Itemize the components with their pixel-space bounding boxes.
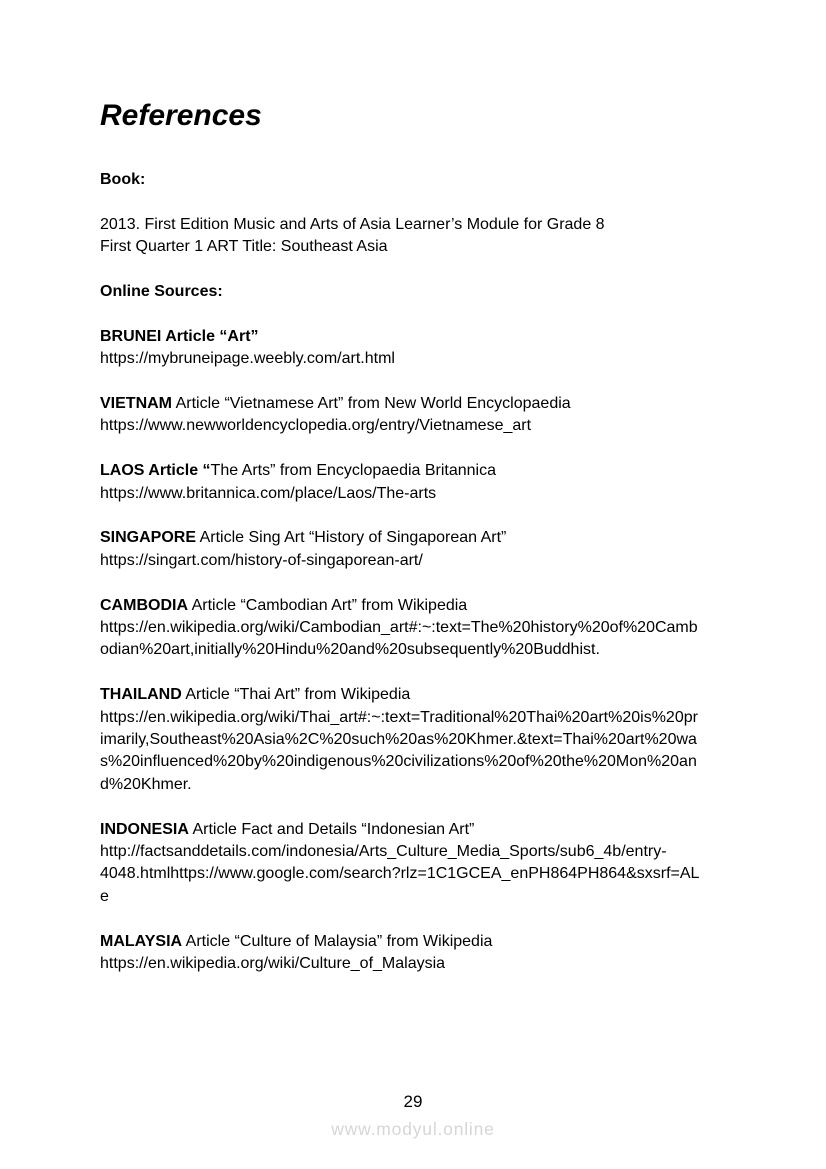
country-label: LAOS Article “ (100, 462, 211, 480)
watermark-text: www.modyul.online (331, 1119, 495, 1139)
reference-entry-brunei (100, 326, 745, 371)
country-label: CAMBODIA (100, 596, 188, 614)
reference-description: Article Fact and Details “Indonesian Art” (188, 820, 475, 838)
reference-heading (100, 460, 745, 482)
reference-entry-malaysia (100, 931, 745, 976)
book-citation (100, 214, 745, 259)
reference-url-line: d%20Khmer. (100, 775, 192, 793)
reference-url-line: https://en.wikipedia.org/wiki/Cambodian_art#:~:text=The%20history%20of%20Camb (100, 619, 698, 637)
citation-line: 2013. First Edition Music and Arts of Asia Learner’s Module for Grade 8 (100, 215, 605, 233)
reference-description: Article “Culture of Malaysia” from Wikipedia (182, 932, 493, 950)
reference-heading (100, 393, 745, 415)
reference-url-line: https://mybruneipage.weebly.com/art.html (100, 350, 395, 368)
page-content (100, 99, 745, 975)
reference-heading (100, 326, 745, 348)
reference-heading (100, 595, 745, 617)
citation-line: First Quarter 1 ART Title: Southeast Asia (100, 238, 388, 256)
reference-heading (100, 819, 745, 841)
reference-url-line: s%20influenced%20by%20indigenous%20civilizations%20of%20the%20Mon%20an (100, 753, 697, 771)
reference-url-line: https://www.newworldencyclopedia.org/entry/Vietnamese_art (100, 417, 532, 435)
reference-url-line: https://singart.com/history-of-singaporean-art/ (100, 551, 423, 569)
reference-entry-cambodia (100, 595, 745, 662)
country-label: VIETNAM (100, 395, 172, 412)
reference-description: Article Sing Art “History of Singaporean Art” (196, 529, 507, 547)
reference-entry-vietnam (100, 393, 745, 438)
page-number: 29 (403, 1092, 423, 1111)
country-label: INDONESIA (100, 820, 189, 838)
reference-url-line: e (100, 887, 109, 905)
reference-url-line: imarily,Southeast%20Asia%2C%20such%20as%20Khmer.&text=Thai%20art%20wa (100, 731, 697, 749)
reference-entry-thailand (100, 684, 745, 796)
reference-description: The Arts” from Encyclopaedia Britannica (210, 462, 497, 480)
reference-entry-singapore (100, 527, 745, 572)
country-label: MALAYSIA (100, 932, 183, 950)
reference-description: Article “Thai Art” from Wikipedia (181, 686, 411, 704)
online-sources-heading: Online Sources: (100, 283, 223, 300)
reference-url-line: odian%20art,initially%20Hindu%20and%20subsequently%20Buddhist. (100, 641, 600, 659)
country-label: SINGAPORE (100, 529, 197, 547)
reference-url-line: 4048.htmlhttps://www.google.com/search?rlz=1C1GCEA_enPH864PH864&sxsrf=AL (100, 865, 700, 883)
reference-heading (100, 527, 745, 549)
page-title: References (100, 99, 262, 132)
reference-heading (100, 684, 745, 706)
reference-url-line: https://www.britannica.com/place/Laos/The-arts (100, 484, 437, 502)
reference-description: Article “Cambodian Art” from Wikipedia (188, 596, 468, 614)
country-label: BRUNEI Article “Art” (100, 327, 259, 345)
book-section-heading: Book: (100, 171, 146, 188)
reference-description: Article “Vietnamese Art” from New World Encyclopaedia (172, 395, 571, 412)
reference-url-line: https://en.wikipedia.org/wiki/Culture_of_Malaysia (100, 955, 446, 973)
reference-url-line: https://en.wikipedia.org/wiki/Thai_art#:~:text=Traditional%20Thai%20art%20is%20pr (100, 708, 698, 726)
reference-heading (100, 931, 745, 953)
reference-entry-laos (100, 460, 745, 505)
reference-entry-indonesia (100, 819, 745, 909)
country-label: THAILAND (100, 686, 182, 704)
reference-url-line: http://factsanddetails.com/indonesia/Arts_Culture_Media_Sports/sub6_4b/entry- (100, 843, 667, 861)
